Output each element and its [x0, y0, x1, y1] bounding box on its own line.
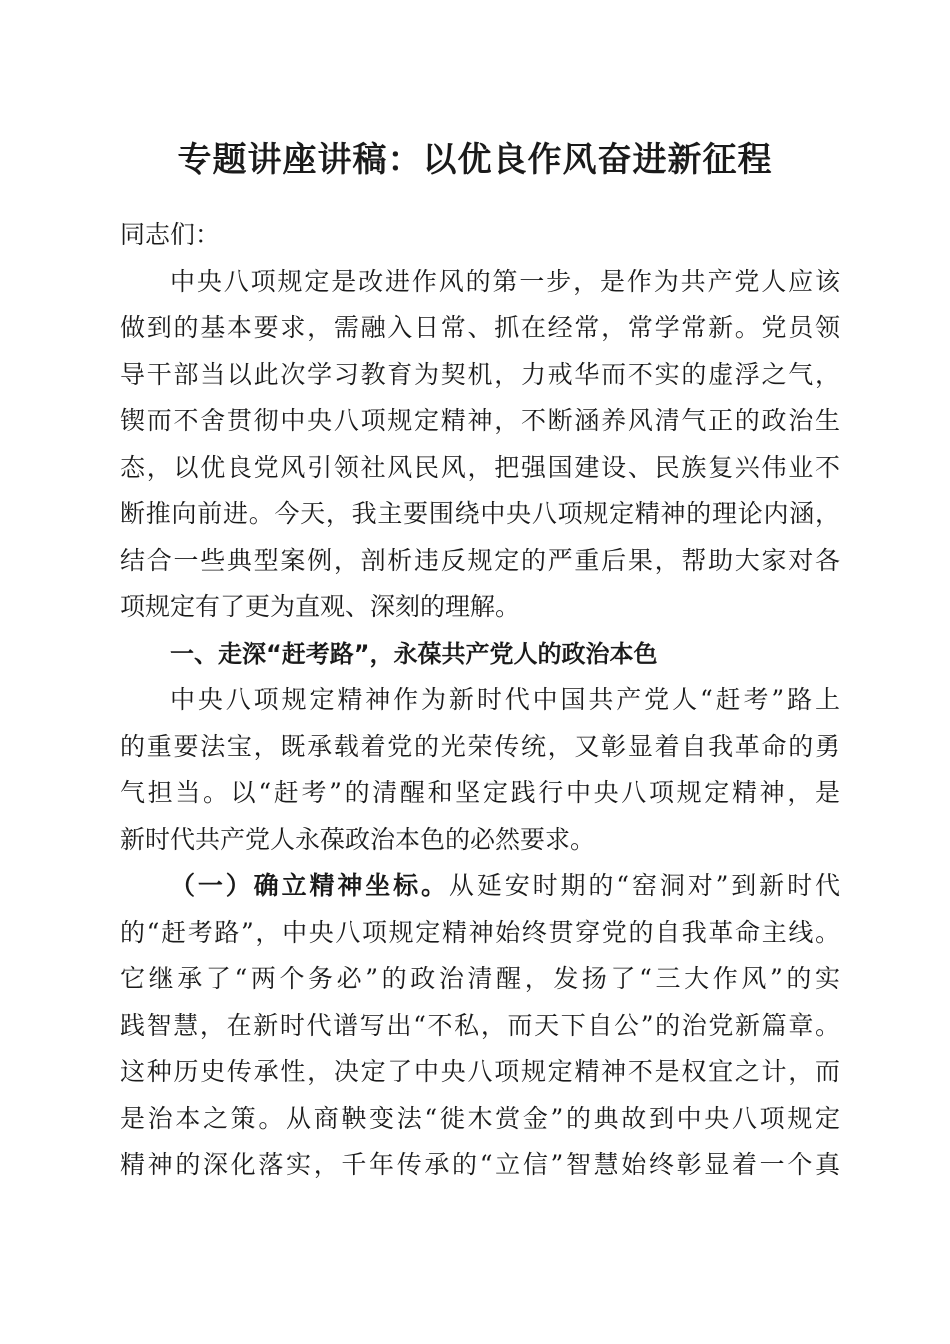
paragraph-line: 锲而不舍贯彻中央八项规定精神，不断涵养风清气正的政治生 [120, 406, 840, 435]
paragraph-line: 它继承了“两个务必”的政治清醒，发扬了“三大作风”的实 [120, 964, 840, 993]
subsection1-paragraph [120, 863, 840, 1189]
intro-paragraph [120, 259, 840, 631]
paragraph-line: 的“赶考路”，中央八项规定精神始终贯穿党的自我革命主线。 [120, 917, 840, 947]
subsection-heading: （一）确立精神坐标。 [170, 871, 449, 900]
paragraph-line: 新时代共产党人永葆政治本色的必然要求。 [120, 824, 596, 854]
paragraph-line: 中央八项规定精神作为新时代中国共产党人“赶考”路上 [170, 685, 840, 714]
section-heading: 一、走深“赶考路”，永葆共产党人的政治本色 [170, 639, 658, 668]
paragraph-line: 项规定有了更为直观、深刻的理解。 [120, 592, 521, 621]
paragraph-line: 做到的基本要求，需融入日常、抓在经常，常学常新。党员领 [120, 313, 840, 342]
paragraph-line: 结合一些典型案例，剖析违反规定的严重后果，帮助大家对各 [120, 545, 840, 575]
salutation: 同志们： [120, 220, 221, 249]
paragraph-line: 是治本之策。从商鞅变法“徙木赏金”的典故到中央八项规定 [120, 1103, 840, 1133]
paragraph-line: 践智慧，在新时代谱写出“不私，而天下自公”的治党新篇章。 [120, 1010, 840, 1040]
paragraph-line: 断推向前进。今天，我主要围绕中央八项规定精神的理论内涵， [120, 499, 840, 528]
document-title: 专题讲座讲稿：以优良作风奋进新征程 [177, 140, 773, 180]
paragraph-line [120, 863, 840, 910]
subsection-text: 从延安时期的“窑洞对”到新时代 [448, 871, 840, 900]
paragraph-line: 导干部当以此次学习教育为契机，力戒华而不实的虚浮之气， [120, 359, 840, 389]
paragraph-line: 中央八项规定是改进作风的第一步，是作为共产党人应该 [170, 266, 840, 296]
paragraph-line: 的重要法宝，既承载着党的光荣传统，又彰显着自我革命的勇 [120, 731, 840, 761]
paragraph-line: 精神的深化落实，千年传承的“立信”智慧始终彰显着一个真 [120, 1150, 840, 1179]
section1-paragraph [120, 677, 840, 863]
paragraph-line: 气担当。以“赶考”的清醒和坚定践行中央八项规定精神，是 [120, 778, 840, 807]
paragraph-line: 这种历史传承性，决定了中央八项规定精神不是权宜之计，而 [120, 1057, 840, 1086]
paragraph-line: 态，以优良党风引领社风民风，把强国建设、民族复兴伟业不 [120, 452, 840, 482]
document-body [120, 212, 840, 1189]
